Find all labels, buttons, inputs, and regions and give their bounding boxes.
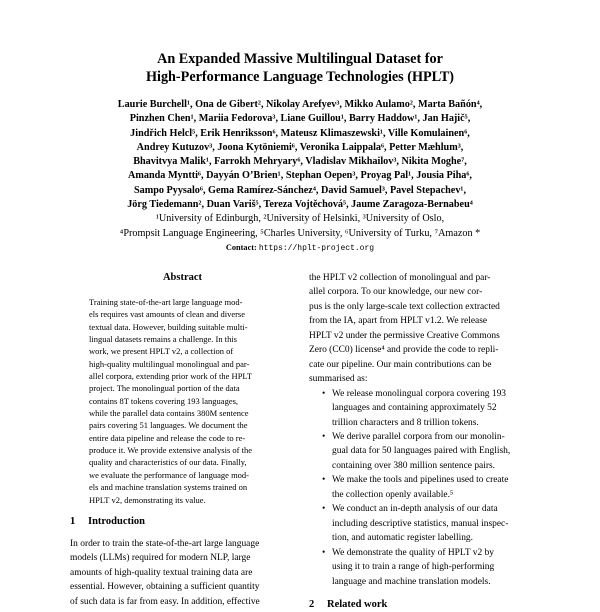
- list-item-line: gual data for 50 languages paired with English,: [332, 446, 511, 457]
- abstract-line: pairs covering 51 languages. We document the: [89, 420, 248, 431]
- abstract-line: textual data. However, building suitable multi-: [89, 321, 248, 332]
- abstract-line: quality and characteristics of our data. Finally,: [89, 457, 247, 468]
- introduction-body: [70, 537, 295, 609]
- abstract-line: project. The monolingual portion of the data: [89, 383, 240, 394]
- abstract-line: lingual datasets remains a challenge. In this: [89, 334, 237, 345]
- abstract-line: entire data pipeline and release the code to re-: [89, 432, 246, 443]
- abstract-line: we evaluate the performance of language mod-: [89, 469, 250, 480]
- list-item: [322, 502, 534, 545]
- author-line: Pinzhen Chen¹, Mariia Fedorova³, Liane Guillou¹, Barry Haddow¹, Jan Hajič⁵,: [129, 113, 471, 125]
- section-heading-introduction: [70, 515, 295, 529]
- abstract-line: els requires vast amounts of clean and diverse: [89, 309, 246, 320]
- abstract-line: produce it. We provide extensive analysis of the: [89, 445, 252, 456]
- author-line: Sampo Pyysalo⁶, Gema Ramírez-Sánchez⁴, David Samuel³, Pavel Stepachev¹,: [133, 184, 467, 196]
- list-item-line: language and machine translation models.: [332, 576, 491, 587]
- abstract-body: [89, 296, 279, 506]
- body-line: the HPLT v2 collection of monolingual and par-: [309, 273, 491, 283]
- paper-title: [0, 51, 600, 86]
- affiliation-line: ⁴Prompsit Language Engineering, ⁵Charles University, ⁶University of Turku, ⁷Amazon *: [119, 227, 481, 239]
- title-line: High-Performance Language Technologies (HPLT): [145, 68, 455, 85]
- affiliations: [20, 212, 580, 241]
- bullet-icon: •: [322, 504, 326, 515]
- list-item-line: tion, and automatic register labelling.: [332, 533, 473, 544]
- list-item: [322, 473, 534, 502]
- left-column: [70, 271, 295, 609]
- contact-label: Contact:: [225, 242, 257, 252]
- section-title: Introduction: [88, 515, 145, 527]
- body-line: pus is the only large-scale text collection extracted: [309, 301, 500, 312]
- body-line: of such data is far from easy. In addition, effective: [70, 596, 260, 607]
- list-item-line: trillion characters and 8 trillion tokens.: [332, 417, 479, 428]
- list-item-line: including descriptive statistics, manual inspec-: [332, 518, 509, 529]
- abstract-line: contains 8T tokens covering 193 languages,: [89, 395, 239, 406]
- author-line: Laurie Burchell¹, Ona de Gibert², Nikolay Arefyev³, Mikko Aulamo², Marta Bañón⁴,: [117, 99, 483, 110]
- body-line: cate our pipeline. Our main contributions can be: [309, 359, 492, 370]
- list-item: [322, 387, 534, 430]
- section-number: 1: [70, 515, 76, 527]
- author-line: Jindřich Helcl⁵, Erik Henriksson⁶, Mateusz Klimaszewski¹, Ville Komulainen⁶,: [130, 127, 470, 139]
- author-list: [20, 98, 580, 212]
- body-line: summarised as:: [309, 374, 368, 385]
- abstract-line: HPLT v2, demonstrating its value.: [89, 494, 206, 505]
- list-item-line: We conduct an in-depth analysis of our data: [332, 504, 498, 515]
- list-item-line: We release monolingual corpora covering 193: [332, 388, 507, 399]
- section-heading-related-work: [309, 598, 534, 612]
- contact-line: [20, 241, 580, 256]
- body-line: amounts of high-quality textual training data are: [70, 567, 253, 578]
- intro-continued: [309, 271, 534, 387]
- body-line: HPLT v2 under the permissive Creative Commons: [309, 330, 500, 341]
- abstract-line: work, we present HPLT v2, a collection of: [89, 346, 234, 357]
- list-item-line: We make the tools and pipelines used to create: [332, 475, 509, 486]
- title-line: An Expanded Massive Multilingual Dataset for: [157, 51, 443, 67]
- section-title: Related work: [327, 598, 388, 610]
- body-line: In order to train the state-of-the-art large language: [70, 538, 260, 549]
- abstract-heading: Abstract: [162, 272, 203, 283]
- abstract-line: high-quality multilingual monolingual and par-: [89, 358, 250, 369]
- abstract-line: Training state-of-the-art large language mod-: [89, 297, 243, 307]
- contribution-list: [309, 387, 534, 589]
- body-line: models (LLMs) required for modern NLP, large: [70, 553, 251, 564]
- abstract-line: els and machine translation systems trained on: [89, 482, 248, 493]
- bullet-icon: •: [322, 431, 326, 442]
- list-item: [322, 430, 534, 473]
- abstract-line: while the parallel data contains 380M sentence: [89, 408, 249, 419]
- body-line: Zero (CC0) license⁴ and provide the code to repli-: [309, 345, 499, 356]
- bullet-icon: •: [322, 475, 326, 486]
- list-item-line: We derive parallel corpora from our monolin-: [332, 431, 505, 442]
- list-item-line: the collection openly available.⁵: [332, 489, 454, 500]
- author-line: Amanda Myntti⁶, Dayyán O’Brien¹, Stephan Oepen³, Proyag Pal¹, Jousia Piha⁶,: [128, 170, 472, 182]
- list-item-line: containing over 380 million sentence pairs.: [332, 460, 496, 471]
- author-line: Jörg Tiedemann², Duan Variš⁵, Tereza Vojtěchová⁵, Jaume Zaragoza-Bernabeu⁴: [127, 199, 473, 211]
- author-line: Bhavitvya Malik¹, Farrokh Mehryary⁶, Vladislav Mikhailov³, Nikita Moghe⁷,: [133, 156, 467, 168]
- list-item: [322, 546, 534, 589]
- body-line: essential. However, obtaining a sufficient quantity: [70, 582, 260, 593]
- body-line: allel corpora. To our knowledge, our new cor-: [309, 287, 483, 298]
- right-column: [309, 271, 534, 612]
- list-item-line: using it to train a range of high-performing: [332, 562, 495, 573]
- affiliation-line: ¹University of Edinburgh, ²University of Helsinki, ³University of Oslo,: [155, 213, 445, 225]
- author-block: [20, 98, 580, 256]
- section-number: 2: [309, 598, 315, 610]
- abstract-line: allel corpora, extending prior work of the HPLT: [89, 371, 253, 382]
- author-line: Andrey Kutuzov³, Joona Kytöniemi⁶, Veronika Laippala⁶, Petter Mæhlum³,: [136, 141, 464, 153]
- bullet-icon: •: [322, 547, 326, 558]
- list-item-line: We demonstrate the quality of HPLT v2 by: [332, 547, 495, 558]
- body-line: from the IA, apart from HPLT v1.2. We release: [309, 316, 488, 327]
- bullet-icon: •: [322, 388, 326, 399]
- list-item-line: languages and containing approximately 52: [332, 403, 497, 414]
- contact-url: https://hplt-project.org: [258, 243, 375, 253]
